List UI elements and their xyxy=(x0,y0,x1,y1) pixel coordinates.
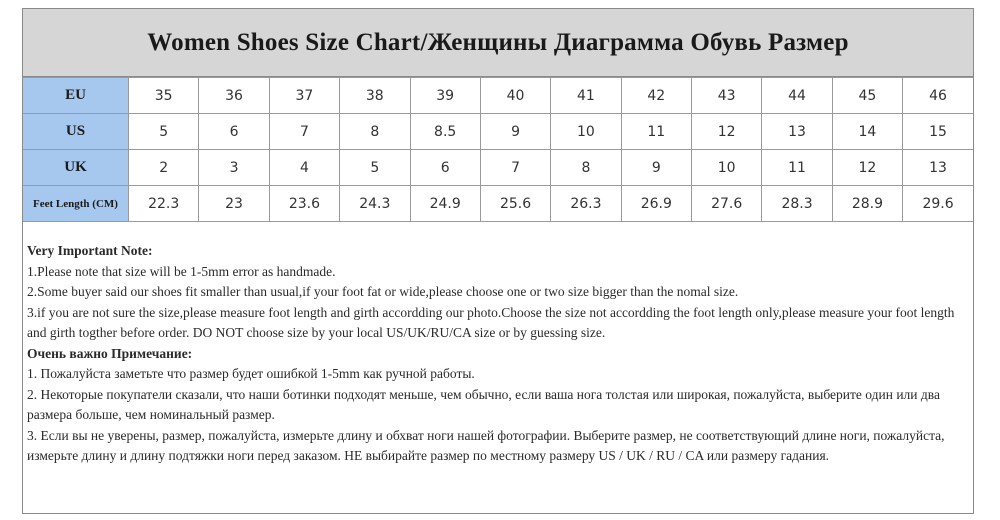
size-cell: 26.3 xyxy=(551,186,621,222)
size-row xyxy=(23,78,973,114)
size-cell: 38 xyxy=(340,78,410,114)
size-cell: 5 xyxy=(340,150,410,186)
russian-note-heading: Очень важно Примечание: xyxy=(27,345,193,361)
size-cell: 6 xyxy=(410,150,480,186)
size-cell: 12 xyxy=(692,114,762,150)
size-cell: 42 xyxy=(621,78,691,114)
size-cell: 23.6 xyxy=(269,186,339,222)
size-table xyxy=(23,77,973,222)
size-chart-frame xyxy=(22,8,974,514)
size-cell: 2 xyxy=(129,150,199,186)
size-cell: 36 xyxy=(199,78,269,114)
size-cell: 37 xyxy=(269,78,339,114)
size-cell: 11 xyxy=(621,114,691,150)
english-note-heading: Very Important Note: xyxy=(27,243,153,258)
english-note-item: 3.if you are not sure the size,please measure foot length and girth accordding our photo.Choose the size not accordding the foot length only,please measure your foot length and girth togther before order. DO NOT choose size by your local US/UK/RU/CA size or by guessing size. xyxy=(27,304,955,340)
size-row xyxy=(23,114,973,150)
size-cell: 15 xyxy=(903,114,973,150)
size-cell: 39 xyxy=(410,78,480,114)
size-cell: 8 xyxy=(551,150,621,186)
row-header: Feet Length (CM) xyxy=(23,186,129,222)
size-cell: 28.3 xyxy=(762,186,832,222)
size-cell: 9 xyxy=(480,114,550,150)
notes-section xyxy=(27,241,971,467)
page-title: Women Shoes Size Chart/Женщины Диаграмма Обувь Размер xyxy=(147,28,849,56)
russian-note-item: 2. Некоторые покупатели сказали, что наши ботинки подходят меньше, чем обычно, если ваша нога толстая или широкая, пожалуйста, выберите один или два размера больше, чем номинальный размер. xyxy=(27,386,940,422)
size-cell: 6 xyxy=(199,114,269,150)
row-header: EU xyxy=(23,78,129,114)
size-cell: 41 xyxy=(551,78,621,114)
size-row xyxy=(23,150,973,186)
size-cell: 46 xyxy=(903,78,973,114)
size-cell: 27.6 xyxy=(692,186,762,222)
size-cell: 24.3 xyxy=(340,186,410,222)
size-cell: 7 xyxy=(480,150,550,186)
size-cell: 24.9 xyxy=(410,186,480,222)
size-cell: 5 xyxy=(129,114,199,150)
size-cell: 12 xyxy=(832,150,902,186)
size-cell: 9 xyxy=(621,150,691,186)
english-note-item: 2.Some buyer said our shoes fit smaller than usual,if your foot fat or wide,please choose one or two size bigger than the nomal size. xyxy=(27,284,739,299)
russian-note-item: 3. Если вы не уверены, размер, пожалуйста, измерьте длину и обхват ноги нашей фотографии. Выберите размер, не соответствующий длине ноги, пожалуйста, измерьте длину и длину подтяжки ноги перед заказом. НЕ выбирайте размер по местному размеру US / UK / RU / CA или размеру гадания. xyxy=(27,427,945,463)
row-header: UK xyxy=(23,150,129,186)
size-cell: 13 xyxy=(903,150,973,186)
size-cell: 8 xyxy=(340,114,410,150)
size-cell: 45 xyxy=(832,78,902,114)
size-cell: 22.3 xyxy=(129,186,199,222)
size-cell: 13 xyxy=(762,114,832,150)
size-cell: 7 xyxy=(269,114,339,150)
english-note-item: 1.Please note that size will be 1-5mm error as handmade. xyxy=(27,263,336,279)
size-cell: 43 xyxy=(692,78,762,114)
size-cell: 4 xyxy=(269,150,339,186)
russian-note-item: 1. Пожалуйста заметьте что размер будет ошибкой 1-5mm как ручной работы. xyxy=(27,366,475,381)
size-cell: 23 xyxy=(199,186,269,222)
size-cell: 10 xyxy=(551,114,621,150)
size-cell: 35 xyxy=(129,78,199,114)
size-cell: 10 xyxy=(692,150,762,186)
title-bar xyxy=(23,9,973,77)
size-cell: 25.6 xyxy=(480,186,550,222)
size-cell: 28.9 xyxy=(832,186,902,222)
size-cell: 8.5 xyxy=(410,114,480,150)
size-cell: 40 xyxy=(480,78,550,114)
size-cell: 14 xyxy=(832,114,902,150)
size-cell: 3 xyxy=(199,150,269,186)
size-cell: 26.9 xyxy=(621,186,691,222)
row-header: US xyxy=(23,114,129,150)
size-row xyxy=(23,186,973,222)
size-cell: 44 xyxy=(762,78,832,114)
size-cell: 11 xyxy=(762,150,832,186)
size-cell: 29.6 xyxy=(903,186,973,222)
